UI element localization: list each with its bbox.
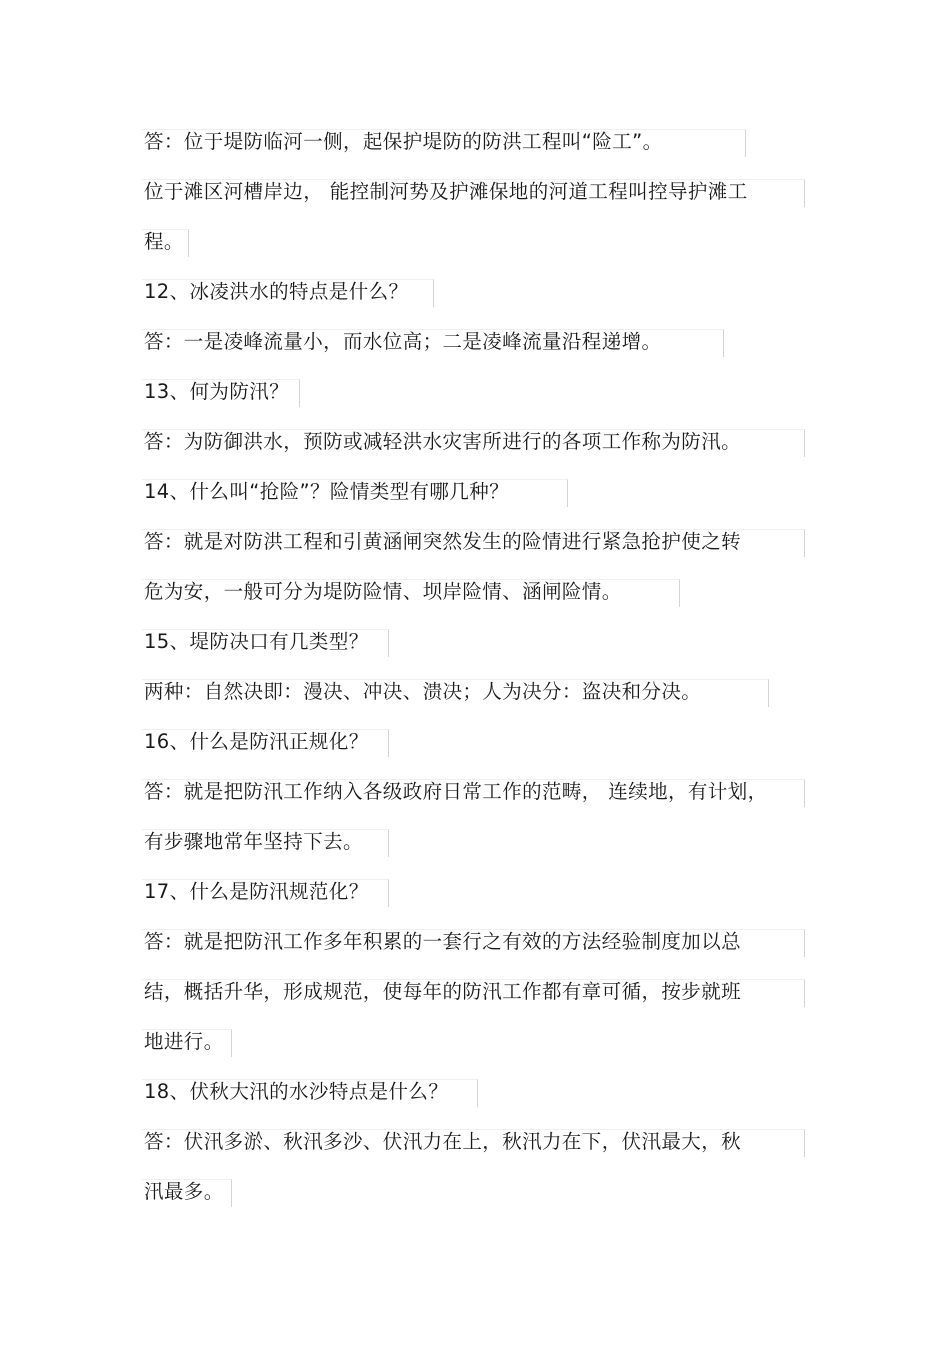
answer-line: 结，概括升华，形成规范，使每年的防汛工作都有章可循，按步就班: [144, 980, 742, 1003]
question-line: 14、什么叫“抢险”？险情类型有哪几种？: [144, 480, 510, 503]
answer-line: 程。: [144, 230, 184, 253]
answer-line: 答：一是凌峰流量小，而水位高；二是凌峰流量沿程递增。: [144, 330, 662, 353]
answer-line: 答：为防御洪水，预防或减轻洪水灾害所进行的各项工作称为防汛。: [144, 430, 742, 453]
answer-line: 答：就是对防洪工程和引黄涵闸突然发生的险情进行紧急抢护使之转: [144, 530, 742, 553]
answer-line: 答：就是把防汛工作多年积累的一套行之有效的方法经验制度加以总: [144, 930, 742, 953]
question-line: 13、何为防汛？: [144, 380, 290, 403]
answer-line: 答：位于堤防临河一侧，起保护堤防的防洪工程叫“险工”。: [144, 130, 663, 153]
question-line: 12、冰凌洪水的特点是什么？: [144, 280, 409, 303]
question-line: 17、什么是防汛规范化？: [144, 880, 369, 903]
answer-line: 有步骤地常年坚持下去。: [144, 830, 363, 853]
question-line: 15、堤防决口有几类型？: [144, 630, 369, 653]
answer-line: 两种：自然决即：漫决、冲决、溃决；人为决分：盗决和分决。: [144, 680, 702, 703]
answer-line: 答：伏汛多淤、秋汛多沙、伏汛力在上，秋汛力在下，伏汛最大，秋: [144, 1130, 742, 1153]
answer-line: 位于滩区河槽岸边， 能控制河势及护滩保地的河道工程叫控导护滩工: [144, 180, 748, 203]
question-line: 18、伏秋大汛的水沙特点是什么？: [144, 1080, 449, 1103]
answer-line: 地进行。: [144, 1030, 224, 1053]
answer-line: 危为安，一般可分为堤防险情、坝岸险情、涵闸险情。: [144, 580, 622, 603]
answer-line: 汛最多。: [144, 1180, 224, 1203]
question-line: 16、什么是防汛正规化？: [144, 730, 369, 753]
answer-line: 答：就是把防汛工作纳入各级政府日常工作的范畴， 连续地，有计划，: [144, 780, 768, 803]
